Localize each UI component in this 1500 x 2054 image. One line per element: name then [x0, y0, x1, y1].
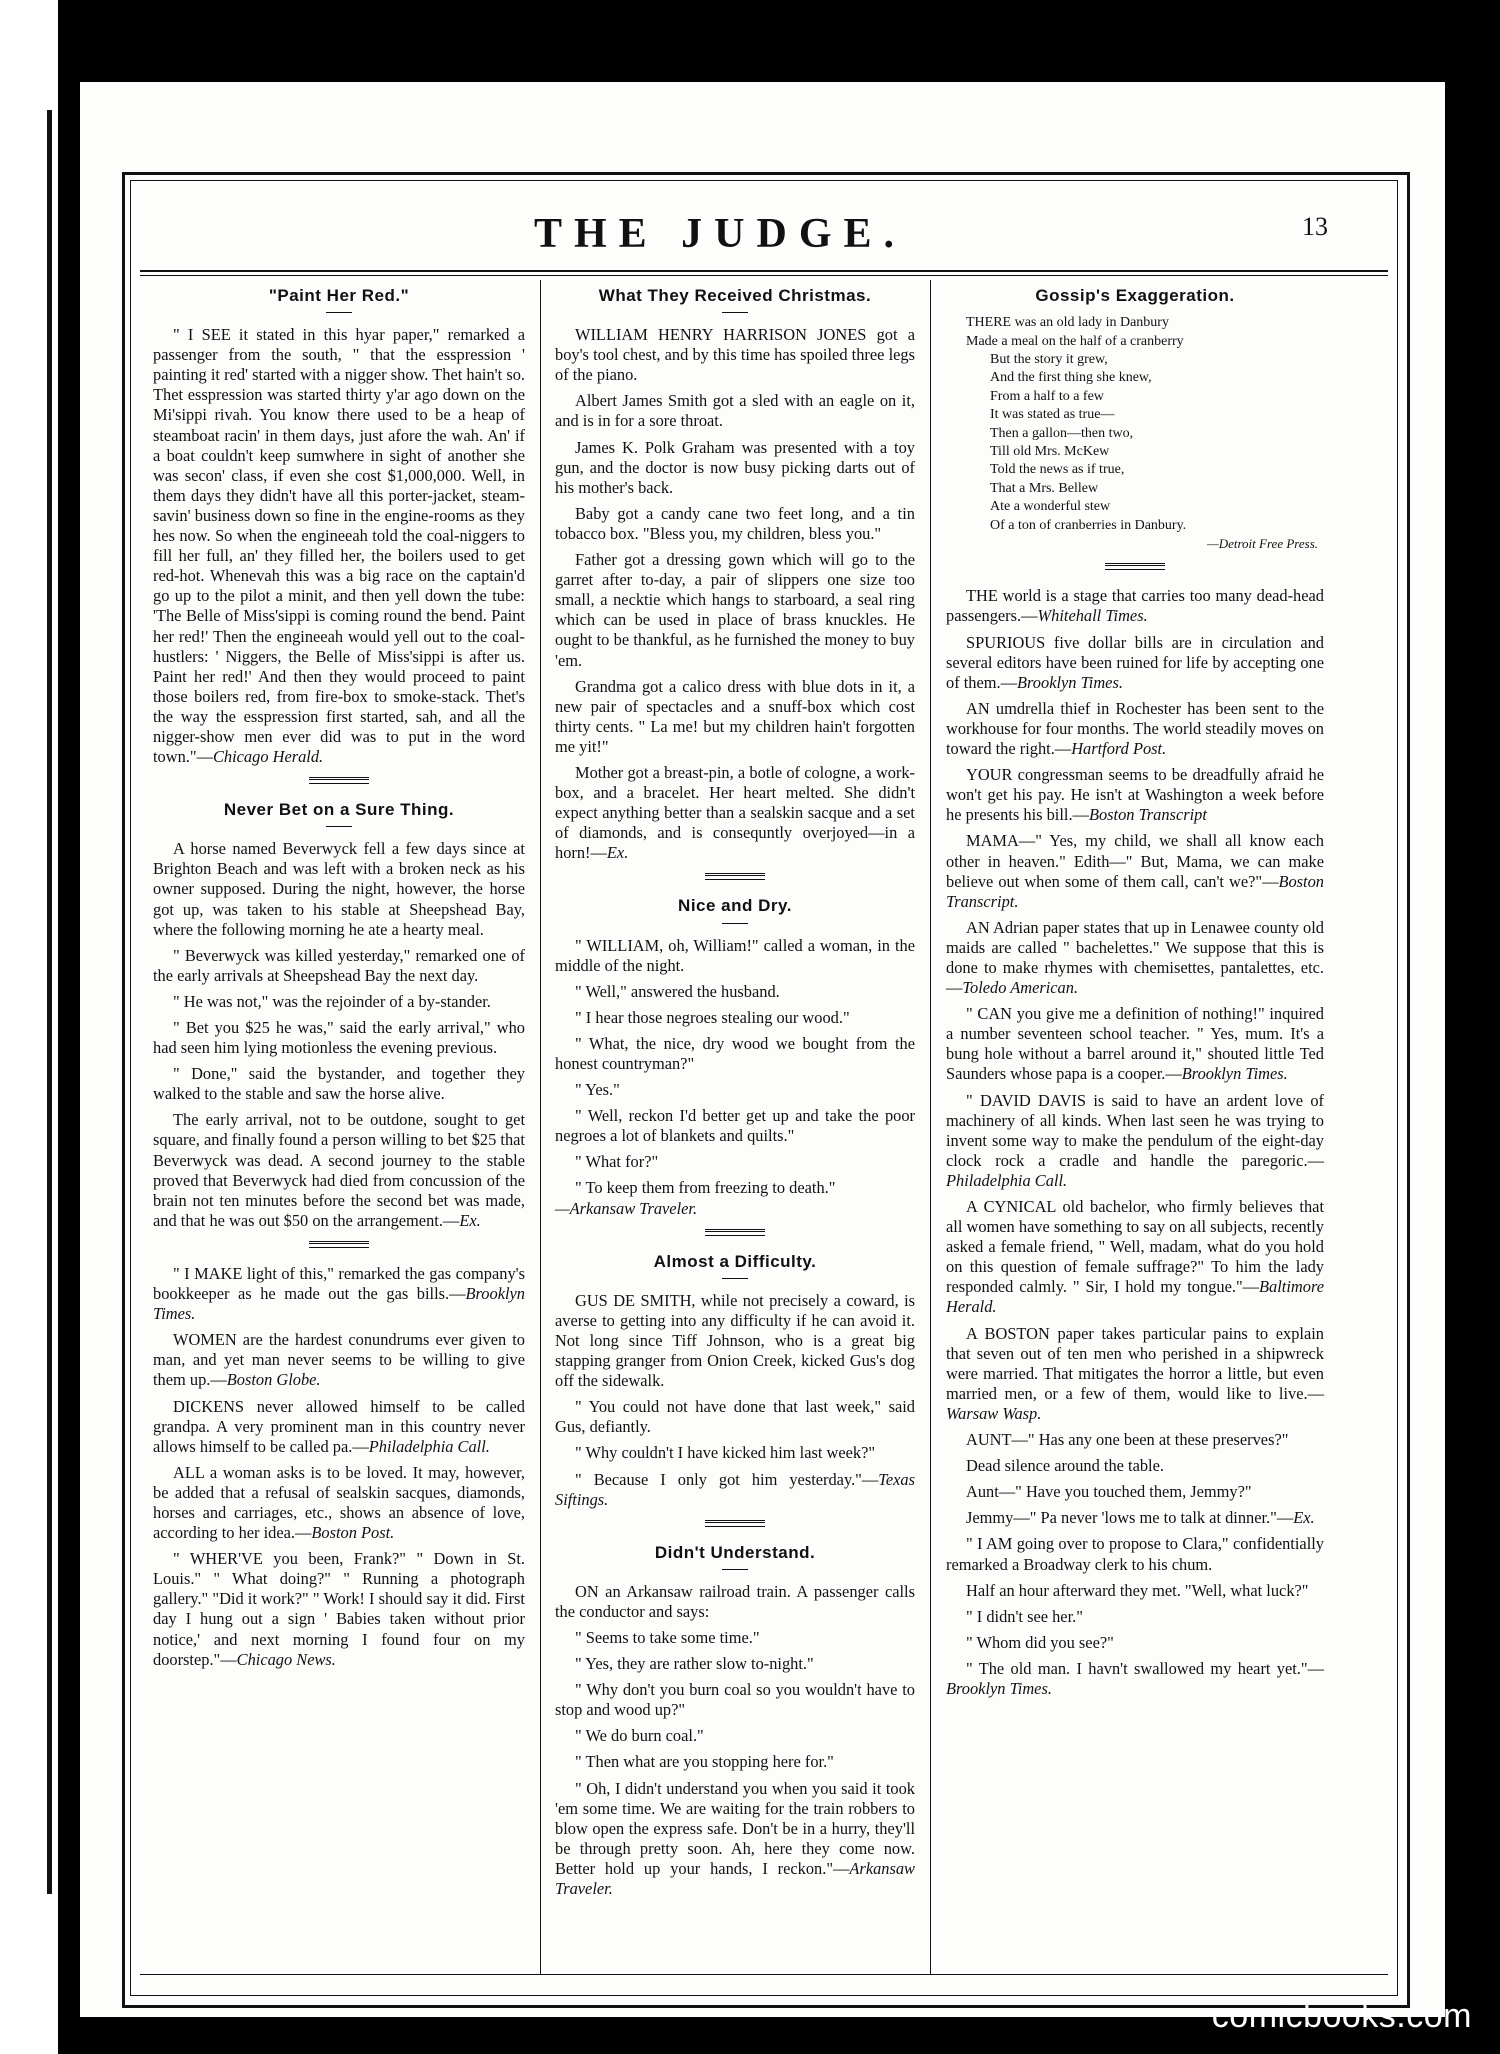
column-3 [946, 282, 1324, 1705]
article-paragraph: Albert James Smith got a sled with an eagle on it, and is in for a sore throat. [555, 391, 915, 431]
article-paragraph: " I MAKE light of this," remarked the gas company's bookkeeper as he made out the gas bills.—Brooklyn Times. [153, 1263, 525, 1324]
poem-line: Ate a wonderful stew [990, 499, 1111, 515]
watermark-text: comicbooks.com [1211, 1997, 1472, 2035]
article-paragraph: Aunt—" Have you touched them, Jemmy?" [966, 1482, 1252, 1502]
article-headline: What They Received Christmas. [598, 286, 872, 305]
article-paragraph: " CAN you give me a definition of nothing!" inquired a number seventeen school teacher. " Yes, mum. It's a bung hole without a barrel around it," shouted little Ted Saunders whose papa is a cooper.—Brooklyn Times. [946, 1004, 1324, 1084]
previous-page-edge [0, 0, 58, 2054]
column-2 [555, 282, 915, 1905]
article-paragraph: WOMEN are the hardest conundrums ever given to man, and yet man never seems to be willing to give them up.—Boston Globe. [153, 1330, 525, 1390]
poem-line: Of a ton of cranberries in Danbury. [990, 517, 1187, 533]
article-paragraph: " Then what are you stopping here for." [575, 1752, 834, 1772]
article-paragraph: A horse named Beverwyck fell a few days since at Brighton Beach and was left with a broken neck as his owner supposed. During the night, however, the horse got up, was taken to his stable at Sheepshead Bay, where the following morning he ate a hearty meal. [153, 839, 525, 939]
article-paragraph: Dead silence around the table. [966, 1456, 1164, 1476]
column-divider [930, 280, 931, 1975]
poem-line: Made a meal on the half of a cranberry [966, 333, 1184, 349]
header-rule-thin [140, 275, 1388, 276]
article-paragraph: James K. Polk Graham was presented with a toy gun, and the doctor is now busy picking darts out of his mother's back. [555, 437, 915, 497]
poem-line: It was stated as true— [990, 407, 1115, 423]
article-headline: Nice and Dry. [678, 896, 792, 916]
article-paragraph: ON an Arkansaw railroad train. A passenger calls the conductor and says: [555, 1581, 915, 1621]
column-1 [153, 282, 525, 1676]
article-paragraph: AN Adrian paper states that up in Lenawee county old maids are called " bachelettes." We suppose that this is done to make rhymes with chemisettes, pantalettes, etc.—Toledo American. [946, 917, 1324, 998]
header-rule [140, 270, 1388, 272]
poem-line: Till old Mrs. McKew [990, 443, 1110, 459]
article-paragraph: Half an hour afterward they met. "Well, what luck?" [966, 1580, 1309, 1600]
article-paragraph: " I AM going over to propose to Clara," confidentially remarked a Broadway clerk to his chum. [946, 1534, 1324, 1574]
article-paragraph: Baby got a candy cane two feet long, and a tin tobacco box. "Bless you, my children, bless you." [555, 503, 915, 543]
article-headline: "Paint Her Red." [268, 286, 410, 305]
article-paragraph: GUS DE SMITH, while not precisely a coward, is averse to getting into any difficulty if he can avoid it. Not long since Tiff Johnson, who is a great big stapping granger from Onion Creek, kicked Gus's dog off the sidewalk. [555, 1290, 915, 1391]
article-paragraph: " Yes, they are rather slow to-night." [575, 1654, 814, 1674]
poem-line: THERE was an old lady in Danbury [966, 315, 1169, 331]
article-paragraph: " Done," said the bystander, and together they walked to the stable and saw the horse alive. [153, 1064, 525, 1104]
page-number: 13 [1302, 212, 1328, 241]
article-paragraph: THE world is a stage that carries too many dead-head passengers.—Whitehall Times. [946, 586, 1324, 626]
article-paragraph: AN umdrella thief in Rochester has been sent to the workhouse for four months. The world steadily moves on toward the right.—Hartford Post. [946, 698, 1324, 759]
poem-citation: —Detroit Free Press. [1207, 535, 1318, 551]
article-headline: Almost a Difficulty. [653, 1251, 817, 1271]
article-paragraph: " Well," answered the husband. [575, 981, 780, 1001]
article-paragraph: " What for?" [575, 1152, 659, 1172]
article-headline: Didn't Understand. [654, 1542, 816, 1562]
article-paragraph: MAMA—" Yes, my child, we shall all know each other in heaven." Edith—" But, Mama, we can make believe out when some of them call, can't we?"—Boston Transcript. [946, 831, 1324, 911]
article-paragraph: Mother got a breast-pin, a botle of cologne, a work-box, and a bracelet. Her heart melted. She didn't expect anything better than a sealskin sacque and a set of diamonds, and is consequntly overjoyed—in a horn!—Ex. [555, 762, 915, 863]
article-paragraph: " To keep them from freezing to death." —Arkansaw Traveler. [555, 1178, 836, 1218]
column-divider [540, 280, 541, 1975]
article-paragraph: A BOSTON paper takes particular pains to explain that seven out of ten men who perished in a shipwreck were married. That mitigates the horror a little, but even married men, or a few of them, would like to live.—Warsaw Wasp. [946, 1323, 1324, 1423]
poem-line: Then a gallon—then two, [990, 425, 1134, 441]
article-paragraph: " Beverwyck was killed yesterday," remarked one of the early arrivals at Sheepshead Bay the next day. [153, 945, 525, 985]
article-paragraph: AUNT—" Has any one been at these preserves?" [966, 1430, 1289, 1450]
article-paragraph: " I hear those negroes stealing our wood." [575, 1007, 850, 1027]
article-paragraph: " He was not," was the rejoinder of a by-stander. [173, 991, 491, 1011]
article-paragraph: " Well, reckon I'd better get up and take the poor negroes a lot of blankets and quilts." [555, 1106, 915, 1146]
article-paragraph: ALL a woman asks is to be loved. It may, however, be added that a refusal of sealskin sacques, diamonds, horses and carriages, etc., shows an absence of love, according to her idea.—Boston Post. [153, 1462, 525, 1543]
newspaper-page [80, 82, 1445, 2017]
article-paragraph: Jemmy—" Pa never 'lows me to talk at dinner."—Ex. [966, 1508, 1315, 1528]
article-paragraph: " I didn't see her." [966, 1606, 1083, 1626]
article-paragraph: " Why don't you burn coal so you wouldn't have to stop and wood up?" [555, 1680, 915, 1720]
masthead-title: THE JUDGE. [533, 211, 907, 257]
article-paragraph: Grandma got a calico dress with blue dots in it, a new pair of spectacles and a snuff-box which cost thirty cents. " La me! but my children hain't forgotten me yit!" [555, 676, 915, 756]
article-paragraph: " Because I only got him yesterday."—Texas Siftings. [555, 1469, 915, 1509]
article-paragraph: " What, the nice, dry wood we bought from the honest countryman?" [555, 1033, 915, 1073]
article-headline: Never Bet on a Sure Thing. [223, 800, 455, 820]
article-headline: Gossip's Exaggeration. [1035, 286, 1235, 305]
article-paragraph: " You could not have done that last week," said Gus, defiantly. [555, 1397, 915, 1437]
article-paragraph: The early arrival, not to be outdone, sought to get square, and finally found a person willing to bet $25 that Beverwyck was dead. A second journey to the stable proved that Beverwyck had died from concussion of the brain not ten minutes before the second bet was made, and that he was out $50 on the arrangement.—Ex. [153, 1110, 525, 1230]
footer-rule [140, 1974, 1388, 1975]
article-paragraph: " DAVID DAVIS is said to have an ardent love of machinery of all kinds. When last seen he was trying to invent some way to make the pendulum of the eight-day clock rock a cradle and handle the paregoric.—Philadelphia Call. [946, 1090, 1324, 1190]
article-paragraph: " Bet you $25 he was," said the early arrival," who had seen him lying motionless the evening previous. [153, 1018, 525, 1058]
article-paragraph: YOUR congressman seems to be dreadfully afraid he won't get his pay. He isn't at Washington a week before he presents his bill.—Boston Transcript [946, 765, 1324, 825]
poem-line: Told the news as if true, [990, 462, 1125, 478]
article-paragraph: " Yes." [575, 1080, 620, 1100]
article-paragraph: " WILLIAM, oh, William!" called a woman, in the middle of the night. [555, 935, 915, 975]
article-paragraph: Father got a dressing gown which will go to the garret after to-day, a pair of slippers one size too small, a necktie which hangs to starboard, a seal ring which can be used in place of brass knuckles. He ought to be thankful, as he furnished the money to buy 'em. [555, 550, 915, 670]
poem [966, 314, 1324, 553]
article-paragraph: " We do burn coal." [575, 1726, 704, 1746]
article-paragraph: " Seems to take some time." [575, 1627, 760, 1647]
article-paragraph: " Oh, I didn't understand you when you said it took 'em some time. We are waiting for the train robbers to blow open the express safe. Don't be in a hurry, they'll be through pretty soon. Ah, here they come now. Better hold up your hands, I reckon."—Arkansaw Traveler. [555, 1778, 915, 1898]
article-paragraph: " I SEE it stated in this hyar paper," remarked a passenger from the south, " that the esspression ' painting it red' started with a nigger show. Thet hain't so. Thet esspression was started thirty y'ar ago down on the Mi'sippi rivah. You know there used to be a heap of steamboat racin' in them days, just afore the wah. An' if a boat couldn't keep sumwhere in sight of another she was secon' class, if even she cost $1,000,000. Well, in them days they didn't have all this porter-jacket, steam-savin' business down so fine in the engine-rooms as they hes now. So when the engineeah told the coal-niggers to fill her full, an' they filled her, the boilers used to get red-hot. Whenevah this was a big race on the captain'd go up to the pilot a minit, and then yell down the tube: 'The Belle of Miss'sippi is coming round the bend. Paint her red!' Then the engineeah would yell out to the coal-hustlers: ' Niggers, the Belle of Miss'sippi is after us. Paint her red!' And then they would proceed to paint those boilers red, from fire-box to smoke-stack. Thet's the way the esspression first started, sah, and all the nigger-show men ever did was to put in the word town."—Chicago Herald. [153, 325, 525, 767]
article-paragraph: " Why couldn't I have kicked him last week?" [575, 1443, 876, 1463]
poem-line: But the story it grew, [990, 351, 1108, 367]
article-paragraph: " Whom did you see?" [966, 1632, 1114, 1652]
poem-line: That a Mrs. Bellew [990, 480, 1099, 496]
article-paragraph: " WHER'VE you been, Frank?" " Down in St. Louis." " What doing?" " Running a photograph gallery." "Did it work?" " Work! I should say it did. First day I hung out a sign ' Babies taken without prior notice,' and next morning I found four on my doorstep."—Chicago News. [153, 1549, 525, 1669]
article-paragraph: A CYNICAL old bachelor, who firmly believes that all women have something to say on all subjects, recently asked a female friend, " Well, madam, what do you hold on this question of female suffrage?" To him the lady responded calmly. " Sir, I hold my tongue."—Baltimore Herald. [946, 1197, 1324, 1317]
poem-line: And the first thing she knew, [990, 370, 1152, 386]
article-paragraph: WILLIAM HENRY HARRISON JONES got a boy's tool chest, and by this time has spoiled three legs of the piano. [555, 325, 915, 385]
article-paragraph: SPURIOUS five dollar bills are in circulation and several editors have been ruined for life by accepting one of them.—Brooklyn Times. [946, 632, 1324, 692]
poem-line: From a half to a few [990, 388, 1104, 404]
article-paragraph: DICKENS never allowed himself to be called grandpa. A very prominent man in this country never allows himself to be called pa.—Philadelphia Call. [153, 1396, 525, 1456]
article-paragraph: " The old man. I havn't swallowed my heart yet."—Brooklyn Times. [946, 1658, 1324, 1698]
